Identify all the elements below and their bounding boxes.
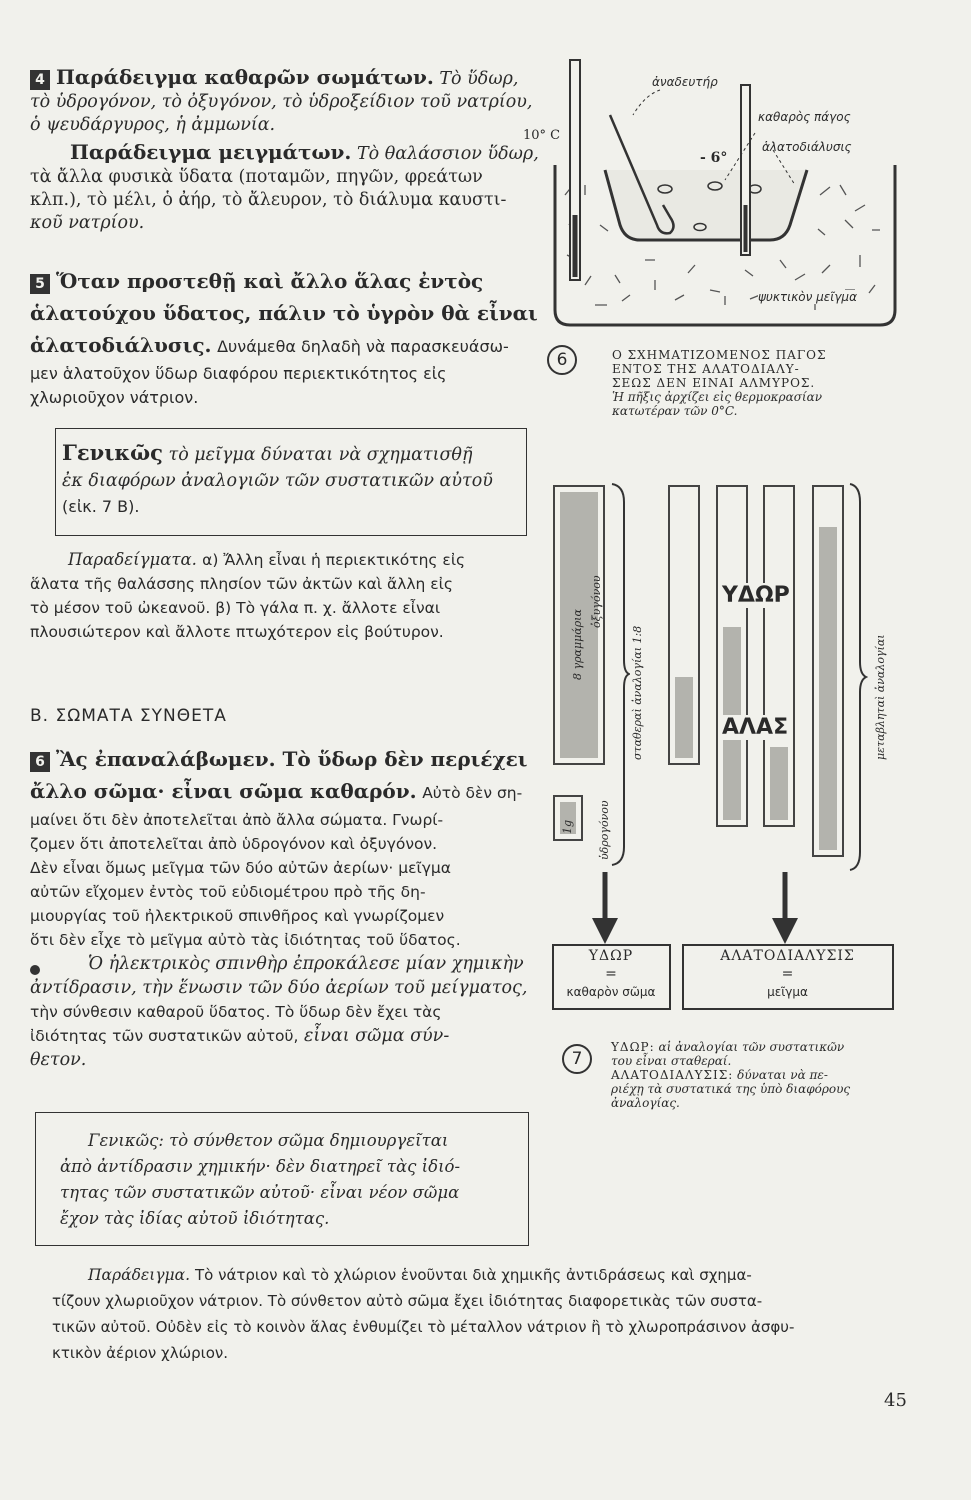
section-6-line2-bold: ἄλλο σῶμα· εἶναι σῶμα καθαρόν. — [30, 779, 417, 803]
examples — [30, 548, 465, 644]
box-2-text — [60, 1128, 460, 1232]
section-4-line2: τὸ ὑδρογόνον, τὸ ὀξυγόνον, τὸ ὑδροξείδιον τοῦ νατρίου, — [30, 92, 533, 112]
label-temp-left: 10° C — [523, 128, 561, 143]
box-2-line4: ἔχον τὰς ἰδίας αὐτοῦ ἰδιότητας. — [60, 1209, 330, 1228]
fig6-caption-line3: ΣΕΩΣ ΔΕΝ ΕΙΝΑΙ ΑΛΜΥΡΟΣ. — [612, 376, 816, 390]
box-2-line2: ἀπὸ ἀντίδρασιν χημικήν· δὲν διατηρεῖ τὰς ἰδιό- — [60, 1157, 461, 1176]
section-4 — [30, 66, 539, 235]
fig6-caption-line2: ΕΝΤΟΣ ΤΗΣ ΑΛΑΤΟΔΙΑΛΥ- — [612, 362, 800, 376]
box-water-sub: καθαρὸν σῶμα — [566, 985, 656, 999]
section-number-4: 4 — [30, 70, 50, 90]
box-water-title: ΥΔΩΡ — [588, 948, 634, 964]
label-salt-overlay: ΑΛΑΣ — [722, 715, 789, 740]
box-1-line1: τὸ μεῖγμα δύναται νὰ σχηματισθῇ — [168, 445, 473, 465]
box-1-line3: (εἰκ. 7 Β). — [62, 497, 140, 516]
label-cooling-mixture: ψυκτικὸν μεῖγμα — [758, 290, 857, 304]
label-constant-ratio: σταθεραὶ ἀναλογίαι 1:8 — [631, 625, 644, 760]
figure-7-number: 7 — [562, 1044, 592, 1074]
box-brine-sub: μεῖγμα — [767, 985, 808, 999]
section-6-line7: μιουργίας τοῦ ἠλεκτρικοῦ σπινθῆρος καὶ γνωρίζομεν — [30, 907, 445, 925]
box-2-line1: Γενικῶς: τὸ σύνθετον σῶμα δημιουργεῖται — [88, 1131, 449, 1150]
section-number-5: 5 — [30, 274, 50, 294]
fig7-caption-line2: του εἶναι σταθεραί. — [611, 1054, 732, 1068]
bar-mixture-1 — [668, 485, 700, 765]
box-brine-eq: = — [781, 966, 794, 982]
section-5-line3-bold: ἁλατοδιάλυσις. — [30, 333, 212, 357]
label-temp-right: - 6° — [700, 150, 728, 166]
label-brine: ἁλατοδιάλυσις — [762, 140, 852, 154]
label-1g: 1g — [561, 819, 574, 834]
section-6-line4: ζομεν ὅτι ἀποτελεῖται ἀπὸ ὑδρογόνον καὶ ὀξυγόνον. — [30, 835, 438, 853]
section-6-line12b: εἶναι σῶμα σύν- — [304, 1026, 450, 1046]
section-6-line11: τὴν σύνθεσιν καθαροῦ ὕδατος. Τὸ ὕδωρ δὲν ἔχει τὰς — [30, 1003, 442, 1021]
fig7-caption-line1: αἱ ἀναλογίαι τῶν συστατικῶν — [658, 1040, 845, 1054]
section-4-line5: τὰ ἄλλα φυσικὰ ὕδατα (ποταμῶν, πηγῶν, φρεάτων — [30, 167, 483, 187]
box-1-bold: Γενικῶς — [62, 440, 163, 465]
final-line1: Τὸ νάτριον καὶ τὸ χλώριον ἑνοῦνται διὰ χημικῆς ἀντιδράσεως καὶ σχημα- — [194, 1266, 752, 1284]
brace-variable — [848, 482, 868, 872]
section-number-6: 6 — [30, 752, 50, 772]
bar-mixture-4 — [812, 485, 844, 857]
section-5-line5: χλωριοῦχον νάτριον. — [30, 388, 199, 407]
examples-line1: α) Ἄλλη εἶναι ἡ περιεκτικότης εἰς — [202, 551, 466, 569]
bar-mixture-2 — [716, 485, 748, 827]
figure-6-number: 6 — [547, 345, 577, 375]
label-oxygen: ὀξυγόνου — [590, 575, 603, 628]
final-line3: τικῶν αὐτοῦ. Οὐδὲν εἰς τὸ κοινὸν ἅλας ἐνθυμίζει τὸ μέταλλον νάτριον ἢ τὸ χλωροπράσινον ἀσφυ- — [52, 1318, 795, 1336]
label-water-overlay: ΥΔΩΡ — [722, 583, 790, 608]
fig6-caption-line4: Ἡ πῆξις ἀρχίζει εἰς θερμοκρασίαν — [612, 390, 822, 404]
inner-beaker — [605, 170, 807, 240]
fig7-caption-water: ΥΔΩΡ: — [611, 1040, 655, 1054]
section-5-line3-rest: Δυνάμεθα δηλαδὴ νὰ παρασκευάσω- — [217, 337, 509, 356]
box-brine-text — [682, 947, 893, 1001]
brace-constant — [610, 482, 630, 867]
examples-label: Παραδείγματα. — [68, 550, 197, 569]
section-6-line9: Ὁ ἠλεκτρικὸς σπινθὴρ ἐπροκάλεσε μίαν χημικὴν — [88, 954, 524, 974]
examples-line3: τὸ μέσον τοῦ ὠκεανοῦ. β) Τὸ γάλα π. χ. ἄλλοτε εἶναι — [30, 599, 441, 617]
final-line4: κτικὸν ἀέριον χλώριον. — [52, 1344, 229, 1362]
examples-line2: ἅλατα τῆς θαλάσσης πλησίον τῶν ἀκτῶν καὶ ἄλλη εἰς — [30, 575, 454, 593]
section-6-line8: ὅτι δὲν εἶχε τὸ μεῖγμα αὐτὸ τὰς ἰδιότητας τοῦ ὕδατος. — [30, 931, 461, 949]
section-5-line2: ἁλατούχου ὕδατος, πάλιν τὸ ὑγρὸν θὰ εἶναι — [30, 301, 538, 325]
label-hydrogen: ὑδρογόνου — [598, 800, 611, 860]
section-6-line1: Ἂς ἐπαναλάβωμεν. Τὸ ὕδωρ δὲν περιέχει — [56, 747, 528, 771]
box-1-text — [62, 440, 493, 520]
fig7-caption-line3: δύναται νὰ πε- — [737, 1068, 828, 1082]
label-pure-ice: καθαρὸς πάγος — [758, 110, 851, 124]
section-6-line3: μαίνει ὅτι δὲν ἀποτελεῖται ἀπὸ ἄλλα σώματα. Γνωρί- — [30, 811, 444, 829]
bar-mixture-3 — [763, 485, 795, 827]
fig7-caption-line4: ριέχῃ τὰ συστατικά της ὑπὸ διαφόρους — [611, 1082, 851, 1096]
page-number: 45 — [884, 1390, 907, 1411]
section-6-line13: θετον. — [30, 1050, 87, 1070]
fig7-caption-line5: ἀναλογίας. — [611, 1096, 680, 1110]
bar-hydrogen-1g — [553, 795, 583, 841]
box-2-line3: τητας τῶν συστατικῶν αὐτοῦ· εἶναι νέον σῶμα — [60, 1183, 460, 1202]
section-4-line3: ὁ ψευδάργυρος, ἡ ἀμμωνία. — [30, 115, 276, 135]
section-4-heading: Παράδειγμα καθαρῶν σωμάτων. — [56, 65, 434, 89]
fig7-caption-brine: ΑΛΑΤΟΔΙΑΛΥΣΙΣ: — [611, 1068, 734, 1082]
section-4-line6: κλπ.), τὸ μέλι, ὁ ἀήρ, τὸ ἄλευρον, τὸ διάλυμα καυστι- — [30, 190, 507, 210]
section-4-line4-italic: Τὸ θαλάσσιον ὕδωρ, — [356, 144, 539, 164]
box-water-eq: = — [605, 966, 617, 982]
final-paragraph — [52, 1262, 795, 1366]
fig6-caption-line5: κατωτέραν τῶν 0°C. — [612, 404, 738, 418]
box-brine-title: ΑΛΑΤΟΔΙΑΛΥΣΙΣ — [720, 948, 855, 964]
fig6-caption-line1: Ο ΣΧΗΜΑΤΙΖΟΜΕΝΟΣ ΠΑΓΟΣ — [612, 348, 827, 362]
section-4-line1-italic: Τὸ ὕδωρ, — [439, 69, 519, 89]
box-water-text — [552, 947, 670, 1001]
box-1-line2: ἐκ διαφόρων ἀναλογιῶν τῶν συστατικῶν αὐτοῦ — [62, 471, 493, 491]
section-6-line6: αὐτῶν εἴχομεν ἐντὸς τοῦ εὐδιομέτρου πρὸ τῆς δη- — [30, 883, 426, 901]
section-6-line2-rest: Αὐτὸ δὲν ση- — [422, 784, 523, 802]
section-6-line12a: ἰδιότητας τῶν συστατικῶν αὐτοῦ, — [30, 1027, 299, 1045]
arrows-down — [580, 870, 820, 950]
final-line2: τίζουν χλωριοῦχον νάτριον. Τὸ σύνθετον αὐτὸ σῶμα ἔχει ἰδιότητας διαφορετικὰς τῶν συστα- — [52, 1292, 763, 1310]
section-5 — [30, 266, 538, 410]
section-6 — [30, 744, 527, 1072]
section-4-line7: κοῦ νατρίου. — [30, 213, 145, 233]
section-4-mixtures-heading: Παράδειγμα μειγμάτων. — [70, 140, 352, 164]
section-5-line4: μεν ἁλατοῦχον ὕδωρ διαφόρου περιεκτικότητος εἰς — [30, 364, 447, 383]
section-6-line10: ἀντίδρασιν, τὴν ἕνωσιν τῶν δύο ἀερίων τοῦ μείγματος, — [30, 978, 528, 998]
label-stirrer: ἀναδευτήρ — [652, 75, 718, 89]
label-8-grams: 8 γραμμάρια — [571, 609, 584, 680]
figure-6-caption — [612, 348, 826, 418]
figure-7-caption — [611, 1040, 850, 1110]
final-label: Παράδειγμα. — [88, 1266, 191, 1284]
section-b-title: Β. ΣΩΜΑΤΑ ΣΥΝΘΕΤΑ — [30, 706, 227, 726]
section-6-line5: Δὲν εἶναι ὅμως μεῖγμα τῶν δύο αὐτῶν ἀερίων· μεῖγμα — [30, 859, 451, 877]
label-variable-ratio: μεταβληταὶ ἀναλογίαι — [874, 634, 887, 760]
bullet-dot — [30, 965, 40, 975]
section-5-line1: Ὅταν προστεθῇ καὶ ἄλλο ἅλας ἐντὸς — [56, 269, 484, 293]
examples-line4: πλουσιώτερον καὶ ἄλλοτε πτωχότερον εἰς βούτυρον. — [30, 623, 444, 641]
